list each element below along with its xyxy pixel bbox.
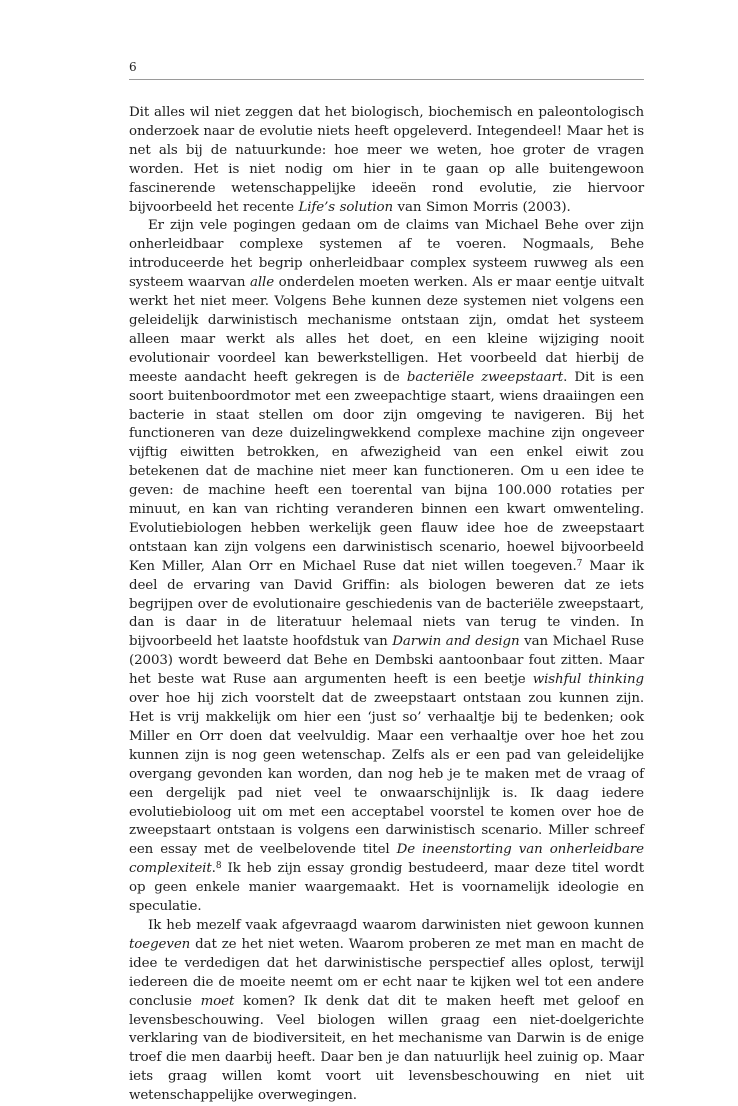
body-text xyxy=(129,104,644,1106)
paragraph-1 xyxy=(129,104,644,217)
header-rule xyxy=(129,79,644,80)
italic-run: wishful thinking xyxy=(532,672,644,688)
italic-run: De ineenstorting van onherleidbare complexiteit xyxy=(129,842,644,877)
text-run: Maar ik deel de ervaring van David Griffin: als biologen beweren dat ze iets begrijpen over de evolutionaire geschiedenis van de bacteriële zweepstaart, dan is daar in de literatuur helemaal niets van terug te vinden. In bijvoorbeeld het laatste hoofdstuk van xyxy=(129,558,644,650)
text-run: onderdelen moeten werken. Als er maar eentje uitvalt werkt het niet meer. Volgens Behe kunnen deze systemen niet volgens een geleidelijk darwinistisch mechanisme ontstaan zijn, omdat het systeem alleen maar werkt als alles het doet, en een kleine wijziging nooit evolutionair voordeel kan bewerkstelligen. Het voorbeeld dat hierbij de meeste aandacht heeft gekregen is de xyxy=(129,275,644,385)
text-run: van Michael Ruse (2003) wordt beweerd dat Behe en Dembski aantoonbaar fout zitten. Maar het beste wat Ruse aan argumenten heeft is een beetje xyxy=(129,634,644,688)
italic-run: alle xyxy=(249,275,275,291)
paragraph-3 xyxy=(129,917,644,1106)
text-run: van Simon Morris (2003). xyxy=(392,199,571,215)
italic-run: Darwin and design xyxy=(392,634,520,650)
text-run: dat ze het niet weten. Waarom proberen ze met man en macht de idee te verdedigen dat het darwinistische perspectief alles oplost, terwijl iedereen die de moeite neemt om er echt naar te kijken wel tot een andere conclusie xyxy=(129,936,644,1009)
italic-run: Life’s solution xyxy=(298,199,393,215)
italic-run: moet xyxy=(200,993,235,1009)
text-run: Dit alles wil niet zeggen dat het biologisch, biochemisch en paleontologisch onderzoek naar de evolutie niets heeft opgeleverd. Integendeel! Maar het is net als bij de natuurkunde: hoe meer we weten, hoe groter de vragen worden. Het is niet nodig om hier in te gaan op alle buitengewoon fascinerende wetenschappelijke ideeën rond evolutie, zie hiervoor bijvoorbeeld het recente xyxy=(129,105,644,215)
italic-run: toegeven xyxy=(129,936,191,952)
text-run: komen? Ik denk dat dit te maken heeft met geloof en levensbeschouwing. Veel biologen willen graag een niet-doelgerichte verklaring van de biodiversiteit, en het mechanisme van Darwin is de enige troef die men daarbij heeft. Daar ben je dan natuurlijk heel zuinig op. Maar iets graag willen komt voort uit levensbeschouwing en niet uit wetenschappelijke overwegingen. xyxy=(129,993,645,1104)
footnote-ref: 8 xyxy=(215,861,222,872)
text-run: Ik heb mezelf vaak afgevraagd waarom darwinisten niet gewoon kunnen xyxy=(148,917,644,933)
text-run: . xyxy=(211,861,216,877)
italic-run: bacteriële zweepstaart xyxy=(406,369,564,385)
text-run: over hoe hij zich voorstelt dat de zweepstaart ontstaan zou kunnen zijn. Het is vrij makkelijk om hier een ‘just so’ verhaaltje bij te bedenken; ook Miller en Orr doen dat veelvuldig. Maar een verhaaltje over hoe het zou kunnen zijn is nog geen wetenschap. Zelfs als er een pad van geleidelijke overgang gevonden kan worden, dan nog heb je te maken met de vraag of een dergelijk pad niet veel te onwaarschijnlijk is. Ik daag iedere evolutiebioloog uit om met een acceptabel voorstel te komen over hoe de zweepstaart ontstaan is volgens een darwinistisch scenario. Miller schreef een essay met de veelbelovende titel xyxy=(129,691,644,858)
page-number: 6 xyxy=(129,60,137,74)
text-run: Ik heb zijn essay grondig bestudeerd, maar deze titel wordt op geen enkele manier waargemaakt. Het is voornamelijk ideologie en speculatie. xyxy=(129,861,644,915)
paragraph-2 xyxy=(129,217,644,917)
text-run: Er zijn vele pogingen gedaan om de claims van Michael Behe over zijn onherleidbaar complexe systemen af te voeren. Nogmaals, Behe introduceerde het begrip onherleidbaar complex systeem ruwweg als een systeem waarvan xyxy=(129,218,644,291)
footnote-ref: 7 xyxy=(576,558,583,569)
text-run: . Dit is een soort buitenboordmotor met een zweepachtige staart, wiens draaiingen een bacterie in staat stellen om door zijn omgeving te navigeren. Bij het functioneren van deze duizelingwekkend complexe machine zijn ongeveer vijftig eiwitten betrokken, en afwezigheid van een enkel eiwit zou betekenen dat de machine niet meer kan functioneren. Om u een idee te geven: de machine heeft een toerental van bijna 100.000 rotaties per minuut, en kan van richting veranderen binnen een kwart omwenteling. Evolutiebiologen hebben werkelijk geen flauw idee hoe de zweepstaart ontstaan kan zijn volgens een darwinistisch scenario, hoewel bijvoorbeeld Ken Miller, Alan Orr en Michael Ruse dat niet willen toegeven. xyxy=(129,369,644,574)
